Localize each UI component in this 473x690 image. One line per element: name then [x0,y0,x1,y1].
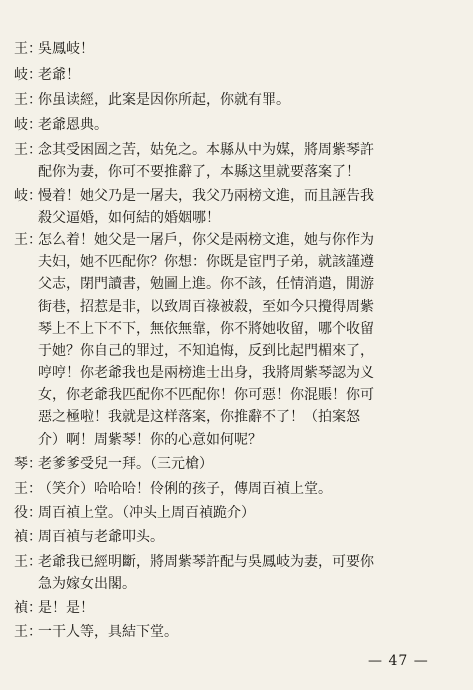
dialogue-text: 慢着！她父乃是一屠夫，我父乃兩榜文進，而且誣告我 [38,188,374,204]
dialogue-text: 念其受困圄之苦，姑免之。本縣从中为媒，將周紫琴許 [38,142,374,158]
dialogue-text: 女，你老爺我匹配你不匹配你！你可惡！你混賬！你可 [38,387,374,403]
speaker-label: 禎： [14,529,42,545]
speaker-label: 岐： [14,117,42,133]
dialogue-text: 周百禎上堂。（冲头上周百禎跪介） [38,505,255,521]
speaker-label: 王： [14,481,42,497]
dialogue-text: 街巷，招惹是非，以致周百祿被殺，至如今只攪得周紫 [38,299,374,315]
dialogue-text: 父志，閉門讀書，勉圖上進。你不該，任情消遣，閒游 [38,276,374,292]
speaker-label: 役： [14,505,42,521]
speaker-label: 禎： [14,600,42,616]
dialogue-text: 老爹爹受兒一拜。（三元槍） [38,456,213,472]
speaker-label: 王： [14,232,42,248]
dialogue-text: 怎么着！她父是一屠戶，你父是兩榜文進，她与你作为 [38,232,374,248]
dialogue-text: 吳鳳岐！ [38,41,94,57]
dialogue-text: 老爺我已經明斷，將周紫琴許配与吳鳳岐为妻，可要你 [38,554,374,570]
speaker-label: 琴： [14,456,42,472]
dialogue-text: 琴上不上下不下，無依無靠，你不將她收留，哪个收留 [38,321,374,337]
speaker-label: 王： [14,142,42,158]
speaker-label: 岐： [14,188,42,204]
page-number: — 47 — [368,653,429,669]
dialogue-text: 殺父逼婚，如何結的婚姻哪！ [38,210,220,226]
dialogue-text: 急为嫁女出閣。 [38,576,136,592]
dialogue-text: 于她？你自己的罪过，不知追悔，反到比起門楣來了， [38,343,374,359]
speaker-label: 王： [14,41,42,57]
dialogue-text: 你虽读經，此案是因你所起，你就有罪。 [38,92,290,108]
dialogue-text: 老爺恩典。 [38,117,108,133]
speaker-label: 王： [14,554,42,570]
speaker-label: 岐： [14,67,42,83]
dialogue-text: 一干人等，具結下堂。 [38,624,178,640]
speaker-label: 王： [14,624,42,640]
dialogue-text: 周百禎与老爺叩头。 [38,529,164,545]
dialogue-text: 夫妇，她不匹配你？你想：你既是宦門子弟，就該謹遵 [38,254,374,270]
dialogue-text: 是！是！ [38,600,94,616]
dialogue-text: 老爺！ [38,67,80,83]
dialogue-text: 哼哼！你老爺我也是兩榜進士出身，我將周紫琴認为义 [38,365,374,381]
speaker-label: 王： [14,92,42,108]
dialogue-text: 介）啊！周紫琴！你的心意如何呢？ [38,432,262,448]
dialogue-text: （笑介）哈哈哈！伶俐的孩子，傳周百禎上堂。 [38,481,332,497]
dialogue-text: 配你为妻，你可不要推辭了，本縣这里就要落案了！ [38,164,360,180]
dialogue-text: 惡之極啦！我就是这样落案，你推辭不了！（拍案怒 [38,409,360,425]
